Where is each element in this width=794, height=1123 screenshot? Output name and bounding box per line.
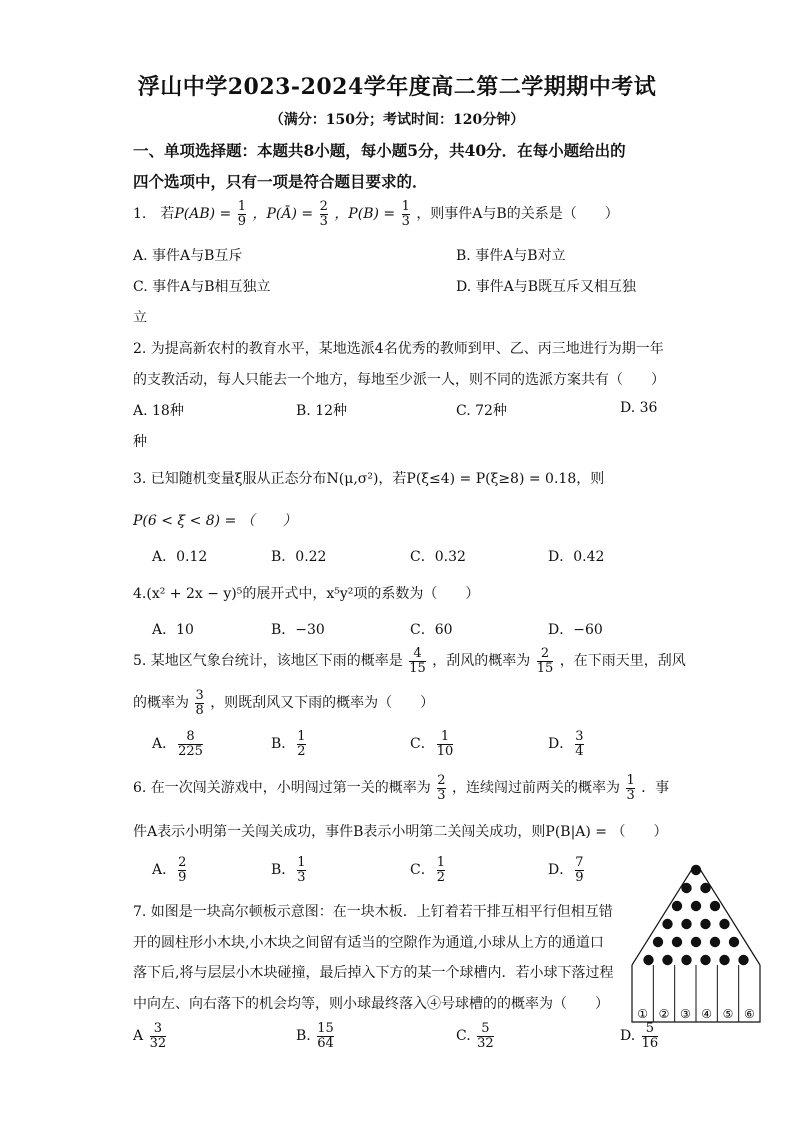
q1-option-d-wrap: 立	[133, 310, 147, 326]
q7-option-d: D. $\frac{5}{16}$	[620, 1021, 659, 1051]
q7-option-b: B. $\frac{15}{64}$	[296, 1021, 334, 1051]
galton-peg	[662, 919, 672, 929]
section-heading-line1: 一、单项选择题：本题共8小题，每小题5分，共40分．在每小题给出的	[133, 141, 626, 160]
q5-option-d: D． $\frac{3}{4}$	[548, 729, 584, 759]
q1-option-d: D. 事件A与B既互斥又相互独	[456, 279, 637, 295]
slot-label: ⑤	[722, 1007, 734, 1021]
exam-subtitle: （满分：150分；考试时间：120分钟）	[269, 112, 525, 128]
galton-peg	[643, 955, 653, 965]
galton-peg	[700, 919, 710, 929]
q6-option-b: B． $\frac{1}{3}$	[271, 855, 306, 885]
slot-label: ④	[701, 1007, 713, 1021]
fraction: $\frac{3}{8}$	[195, 688, 204, 718]
q6-option-a: A． $\frac{2}{9}$	[152, 855, 187, 885]
q4-option-b: B．−30	[271, 622, 325, 638]
q2-option-c: C. 72种	[456, 403, 507, 419]
galton-peg	[662, 955, 672, 965]
q2-option-d-wrap: 种	[133, 434, 147, 450]
exam-title: 浮山中学2023-2024学年度高二第二学期期中考试	[137, 74, 657, 100]
slot-label: ③	[679, 1007, 691, 1021]
question-4-stem: 4.(x² + 2x − y)⁵的展开式中，x⁵y²项的系数为（ ）	[133, 586, 480, 602]
q4-option-a: A．10	[152, 622, 194, 638]
q1-option-b: B. 事件A与B对立	[456, 248, 566, 264]
fraction: $\frac{1}{3}$	[626, 773, 635, 803]
fraction: $\frac{1}{9}$	[237, 199, 247, 229]
galton-peg	[691, 901, 701, 911]
question-2-line1: 2. 为提高新农村的教育水平，某地选派4名优秀的教师到甲、乙、丙三地进行为期一年	[133, 341, 664, 357]
q5-option-a: A． $\frac{8}{225}$	[152, 729, 203, 759]
galton-peg	[729, 937, 739, 947]
galton-peg	[672, 937, 682, 947]
galton-peg	[691, 937, 701, 947]
galton-peg	[710, 901, 720, 911]
q6-option-c: C． $\frac{1}{2}$	[410, 855, 445, 885]
question-6-line2: 件A表示小明第一关闯关成功，事件B表示小明第二关闯关成功，则P(B|A) = （ ）	[133, 824, 668, 840]
q7-option-a: A $\frac{3}{32}$	[133, 1021, 167, 1051]
q5-option-b: B． $\frac{1}{2}$	[271, 729, 306, 759]
fraction: $\frac{2}{3}$	[319, 199, 328, 229]
question-3-line1: 3. 已知随机变量ξ服从正态分布N(μ,σ²)，若P(ξ≤4) = P(ξ≥8) = 0.18，则	[133, 471, 605, 487]
galton-peg	[738, 955, 748, 965]
question-6-line1: 6. 在一次闯关游戏中，小明闯过第一关的概率为 $\frac{2}{3}$ ，连续闯过前两关的概率为 $\frac{1}{3}$ ．事	[133, 773, 670, 803]
galton-peg	[691, 865, 701, 875]
question-3-line2: P(6 < ξ < 8) = （ ）	[133, 513, 297, 529]
q6-option-d: D． $\frac{7}{9}$	[548, 855, 584, 885]
question-7-line1: 7. 如图是一块高尔顿板示意图：在一块木板．上钉着若干排互相平行但相互错	[133, 904, 613, 920]
q4-option-d: D．−60	[548, 622, 603, 638]
q2-option-d: D. 36	[620, 400, 658, 416]
galton-peg	[719, 955, 729, 965]
slot-label: ⑥	[743, 1007, 755, 1021]
q2-option-b: B. 12种	[296, 403, 348, 419]
slot-label: ②	[658, 1007, 670, 1021]
question-7-line2: 开的圆柱形小木块,小木块之间留有适当的空隙作为通道,小球从上方的通道口	[133, 935, 604, 951]
slot-label: ①	[637, 1007, 649, 1021]
galton-peg	[710, 937, 720, 947]
galton-peg	[700, 883, 710, 893]
galton-peg	[653, 937, 663, 947]
question-2-line2: 的支教活动，每人只能去一个地方，每地至少派一人，则不同的选派方案共有（ ）	[133, 372, 665, 388]
q1-option-a: A. 事件A与B互斥	[133, 248, 243, 264]
q2-option-a: A. 18种	[133, 403, 184, 419]
q3-option-b: B．0.22	[271, 549, 327, 565]
q3-option-d: D．0.42	[548, 549, 605, 565]
galton-peg	[719, 919, 729, 929]
question-7-line3: 落下后,将与层层小木块碰撞，最后掉入下方的某一个球槽内．若小球下落过程	[133, 965, 614, 981]
question-7-line4: 中向左、向右落下的机会均等，则小球最终落入④号球槽的的概率为（ ）	[133, 996, 609, 1012]
q1-option-c: C. 事件A与B相互独立	[133, 279, 271, 295]
q3-option-c: C．0.32	[410, 549, 466, 565]
galton-peg	[681, 919, 691, 929]
q5-option-c: C． $\frac{1}{10}$	[410, 729, 454, 759]
question-1-stem: 1. 若P(AB) = $\frac{1}{9}$ ，P(Ā) = $\frac{2}{3}$ ，P(B) = $\frac{1}{3}$ ，则事件A与B的关系是（ ）	[133, 199, 619, 229]
q3-option-a: A．0.12	[152, 549, 208, 565]
galton-peg	[672, 901, 682, 911]
question-5-line1: 5. 某地区气象台统计，该地区下雨的概率是 $\frac{4}{15}$ ，刮风的概率为 $\frac{2}{15}$ ，在下雨天里，刮风	[133, 646, 686, 676]
galton-peg	[681, 883, 691, 893]
question-5-line2: 的概率为 $\frac{3}{8}$ ，则既刮风又下雨的概率为（ ）	[133, 688, 435, 718]
fraction: $\frac{2}{3}$	[437, 773, 446, 803]
galton-peg	[681, 955, 691, 965]
q7-option-c: C. $\frac{5}{32}$	[456, 1021, 494, 1051]
galton-peg	[700, 955, 710, 965]
galton-pegs	[643, 865, 748, 965]
galton-slots	[637, 965, 754, 1022]
q4-option-c: C．60	[410, 622, 453, 638]
fraction: $\frac{2}{15}$	[536, 646, 554, 676]
section-heading-line2: 四个选项中，只有一项是符合题目要求的．	[133, 172, 428, 191]
fraction: $\frac{4}{15}$	[409, 646, 426, 676]
galton-board-figure	[628, 862, 764, 1028]
fraction: $\frac{1}{3}$	[401, 199, 410, 229]
